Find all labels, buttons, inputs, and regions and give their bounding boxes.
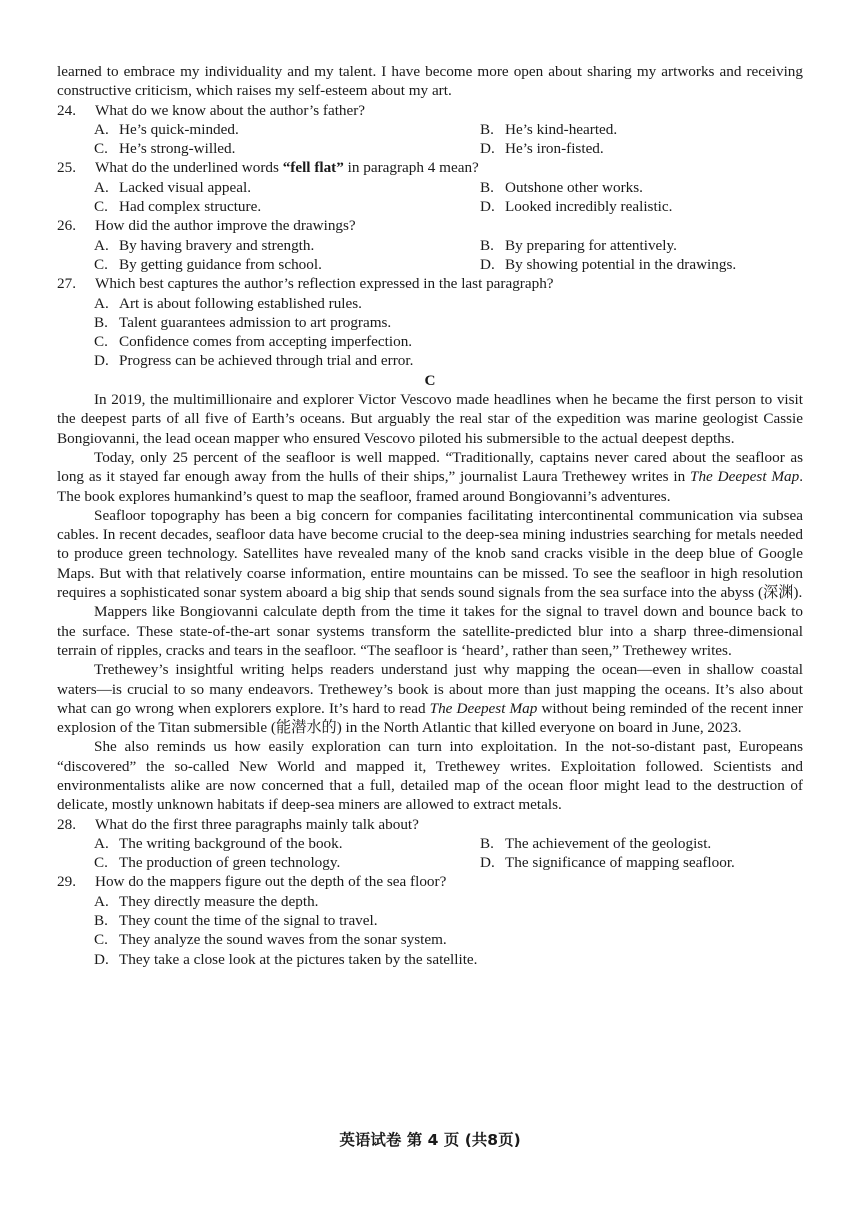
- option-a: They directly measure the depth.: [119, 892, 319, 910]
- question-stem: Which best captures the author’s reflection expressed in the last paragraph?: [95, 275, 554, 293]
- passage-paragraph-2: [57, 448, 803, 506]
- option-d: Looked incredibly realistic.: [505, 198, 673, 216]
- question-number: 25.: [57, 159, 76, 177]
- option-row: [57, 930, 803, 949]
- options-row: [57, 255, 803, 274]
- question-stem: [95, 158, 479, 177]
- option-c: They analyze the sound waves from the sonar system.: [119, 931, 447, 949]
- section-heading: C: [424, 371, 436, 389]
- option-b: The achievement of the geologist.: [505, 834, 712, 852]
- paragraph-text: . The book explores humankind’s quest to map the seafloor, framed around Bongiovanni’s adventures.: [57, 468, 803, 505]
- passage-b-ending: learned to embrace my individuality and my talent. I have become more open about sharing my artworks and receiving constructive criticism, which raises my self-esteem about my art.: [57, 63, 803, 100]
- question-26: [57, 216, 803, 235]
- stem-part: What do the underlined words: [95, 159, 283, 177]
- question-number: 29.: [57, 873, 76, 891]
- option-d: They take a close look at the pictures taken by the satellite.: [119, 950, 478, 968]
- option-letter: A.: [94, 236, 109, 254]
- option-d: Progress can be achieved through trial and error.: [119, 352, 414, 370]
- option-c: He’s strong-willed.: [119, 140, 236, 158]
- option-letter: A.: [94, 120, 109, 138]
- question-24: [57, 101, 803, 120]
- option-b: By preparing for attentively.: [505, 236, 677, 254]
- question-stem: How do the mappers figure out the depth of the sea floor?: [95, 873, 447, 891]
- passage-paragraph-5: [57, 660, 803, 737]
- option-row: [57, 332, 803, 351]
- option-a: Lacked visual appeal.: [119, 178, 251, 196]
- option-letter: B.: [480, 120, 494, 138]
- paragraph-text: Today, only 25 percent of the seafloor is well mapped. “Traditionally, captains never cared about the seafloor as long as it stayed far enough away from the hulls of their ships,” journalist Laura Trethewey writes in: [57, 448, 803, 486]
- option-letter: C.: [94, 255, 108, 273]
- option-letter: D.: [480, 854, 495, 872]
- option-b: They count the time of the signal to travel.: [119, 912, 378, 930]
- option-letter: C.: [94, 198, 108, 216]
- page-footer: 英语试卷 第 4 页 (共8页): [339, 1131, 521, 1149]
- option-letter: D.: [480, 198, 495, 216]
- question-number: 24.: [57, 101, 76, 119]
- option-letter: C.: [94, 854, 108, 872]
- option-a: The writing background of the book.: [119, 834, 343, 852]
- option-row: [57, 313, 803, 332]
- question-stem: What do the first three paragraphs mainly talk about?: [95, 815, 419, 833]
- option-letter: A.: [94, 892, 109, 910]
- option-row: [57, 294, 803, 313]
- book-title: The Deepest Map: [429, 699, 538, 717]
- options-row: [57, 178, 803, 197]
- option-letter: B.: [480, 178, 494, 196]
- passage-paragraph-6: She also reminds us how easily exploration can turn into exploitation. In the not-so-distant past, Europeans “discovered” the so-called New World and mapped it, Trethewey writes. Exploitation followed. Scientists and environmentalists alike are now concerned that a full, detailed map of the ocean floor might lead to the destruction of delicate, mostly unknown habitats if deep-sea miners are allowed to extract metals.: [57, 738, 803, 814]
- option-letter: C.: [94, 140, 108, 158]
- option-letter: A.: [94, 178, 109, 196]
- passage-paragraph-4: Mappers like Bongiovanni calculate depth from the time it takes for the signal to travel down and bounce back to the surface. These state-of-the-art sonar systems transform the satellite-predicted blur into a sharp three-dimensional terrain of ripples, cracks and tears in the seafloor. “The seafloor is ‘heard’, rather than seen,” Trethewey writes.: [57, 603, 803, 659]
- option-row: [57, 950, 803, 969]
- option-letter: B.: [480, 236, 494, 254]
- option-b: Outshone other works.: [505, 178, 643, 196]
- option-row: [57, 351, 803, 370]
- page-body: [57, 62, 803, 969]
- options-row: [57, 236, 803, 255]
- option-letter: C.: [94, 931, 108, 949]
- option-letter: D.: [480, 140, 495, 158]
- question-number: 27.: [57, 275, 76, 293]
- question-27: [57, 274, 803, 293]
- option-row: [57, 892, 803, 911]
- option-b: He’s kind-hearted.: [505, 120, 618, 138]
- option-d: By showing potential in the drawings.: [505, 255, 737, 273]
- question-number: 26.: [57, 217, 76, 235]
- option-d: He’s iron-fisted.: [505, 140, 604, 158]
- question-stem: How did the author improve the drawings?: [95, 217, 356, 235]
- option-letter: C.: [94, 333, 108, 351]
- option-letter: B.: [480, 834, 494, 852]
- option-b: Talent guarantees admission to art programs.: [119, 313, 392, 331]
- option-a: Art is about following established rules.: [119, 294, 362, 312]
- option-letter: D.: [480, 255, 495, 273]
- option-a: He’s quick-minded.: [119, 120, 239, 138]
- paragraph-text: Trethewey’s insightful writing helps readers understand just why mapping the ocean—even in shallow coastal waters—is crucial to so many endeavors. Trethewey’s book is about more than just mapping the oceans. It’s also about what can go wrong when explorers explore. It’s hard to read: [57, 661, 803, 717]
- option-letter: D.: [94, 950, 109, 968]
- option-letter: A.: [94, 834, 109, 852]
- book-title: The Deepest Map: [690, 468, 800, 486]
- passage-paragraph-1: In 2019, the multimillionaire and explorer Victor Vescovo made headlines when he became the first person to visit the deepest parts of all five of Earth’s oceans. But arguably the real star of the expedition was marine geologist Cassie Bongiovanni, the lead ocean mapper who ensured Vescovo piloted his submersible to the actual deepest depths.: [57, 391, 803, 447]
- question-stem: What do we know about the author’s father?: [95, 101, 366, 119]
- stem-part: in paragraph 4 mean?: [343, 159, 479, 177]
- option-row: [57, 911, 803, 930]
- underlined-words: “fell flat”: [282, 159, 344, 177]
- paragraph-text: without being reminded of the recent inner explosion of the Titan submersible (能潜水的) in the North Atlantic that killed everyone on board in June, 2023.: [57, 699, 803, 737]
- options-row: [57, 120, 803, 139]
- passage-paragraph-3: Seafloor topography has been a big concern for companies facilitating intercontinental communication via subsea cables. In recent decades, seafloor data have become crucial to the deep-sea mining industries searching for metals needed to produce green technology. Satellites have revealed many of the knob sand cracks visible in the deep blue of Google Maps. But with that relatively coarse information, entire mountains can be missed. To see the seafloor in high resolution requires a sophisticated sonar system aboard a big ship that sends sound signals from the sea surface into the abyss (深渊).: [57, 506, 803, 602]
- option-letter: D.: [94, 352, 109, 370]
- options-row: [57, 139, 803, 158]
- option-c: By getting guidance from school.: [119, 255, 322, 273]
- option-c: The production of green technology.: [119, 854, 341, 872]
- option-c: Had complex structure.: [119, 198, 262, 216]
- options-row: [57, 853, 803, 872]
- question-28: [57, 815, 803, 834]
- option-a: By having bravery and strength.: [119, 236, 315, 254]
- options-row: [57, 197, 803, 216]
- question-25: [57, 158, 803, 177]
- option-c: Confidence comes from accepting imperfection.: [119, 333, 413, 351]
- option-letter: B.: [94, 912, 108, 930]
- question-number: 28.: [57, 815, 76, 833]
- question-29: [57, 872, 803, 891]
- option-letter: A.: [94, 294, 109, 312]
- option-d: The significance of mapping seafloor.: [505, 854, 735, 872]
- option-letter: B.: [94, 313, 108, 331]
- options-row: [57, 834, 803, 853]
